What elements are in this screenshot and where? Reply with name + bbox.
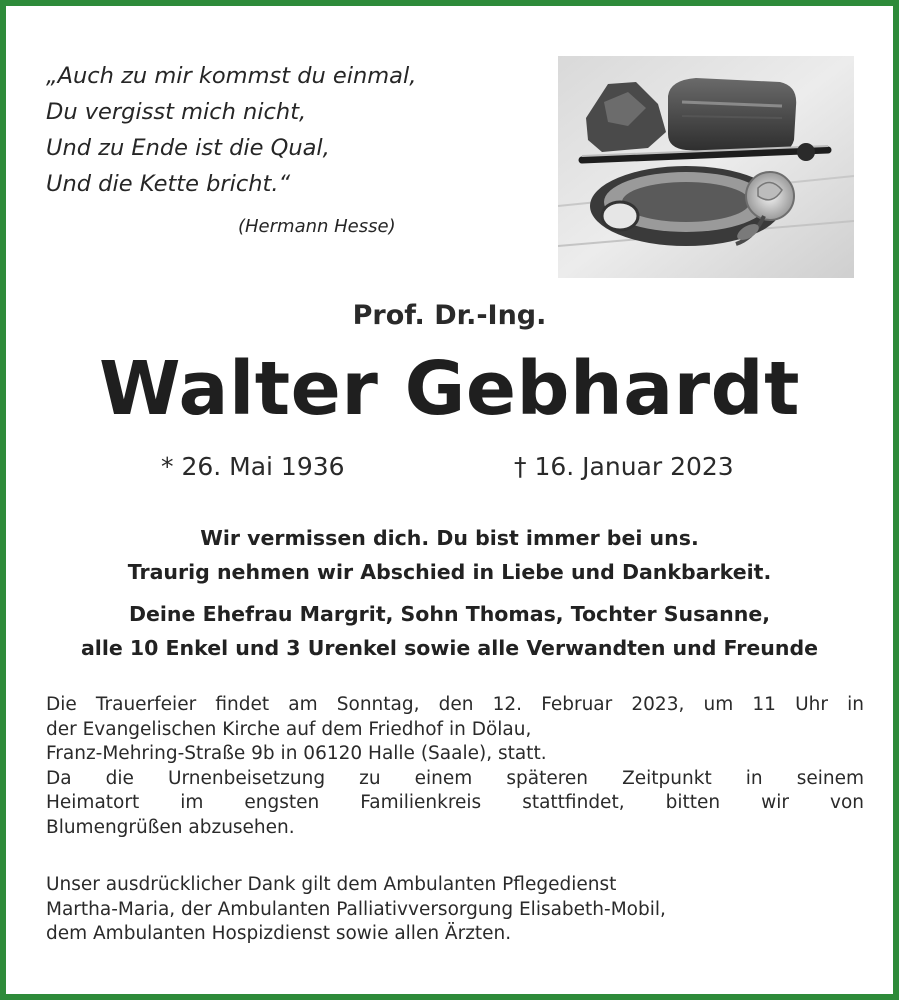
birth-date: * 26. Mai 1936 <box>161 452 345 481</box>
ceremony-line: Da die Urnenbeisetzung zu einem späteren Zeitpunkt in seinem <box>46 767 864 789</box>
family-line: alle 10 Enkel und 3 Urenkel sowie alle Verwandten und Freunde <box>80 636 819 660</box>
ceremony-line: der Evangelischen Kirche auf dem Friedhof in Dölau, <box>46 718 532 740</box>
death-date: † 16. Januar 2023 <box>514 452 734 481</box>
thanks-line: Unser ausdrücklicher Dank gilt dem Ambulanten Pflegedienst <box>46 874 617 895</box>
thanks-line: Martha-Maria, der Ambulanten Palliativversorgung Elisabeth-Mobil, <box>46 898 666 920</box>
family-signature <box>6 597 893 665</box>
quote-line: „Auch zu mir kommst du einmal, <box>46 63 417 89</box>
quote-line: Und die Kette bricht.“ <box>46 171 291 197</box>
family-line: Deine Ehefrau Margrit, Sohn Thomas, Tochter Susanne, <box>128 602 771 626</box>
academic-title: Prof. Dr.-Ing. <box>352 300 547 331</box>
memorial-photo <box>558 56 854 278</box>
hesse-quote <box>46 58 526 202</box>
farewell-message <box>6 521 893 589</box>
message-line: Wir vermissen dich. Du bist immer bei uns. <box>200 526 699 550</box>
quote-line: Und zu Ende ist die Qual, <box>46 135 330 161</box>
thanks-notice <box>46 873 864 947</box>
thanks-line: dem Ambulanten Hospizdienst sowie allen Ärzten. <box>46 923 512 944</box>
deceased-name: Walter Gebhardt <box>99 346 800 432</box>
ceremony-line: Die Trauerfeier findet am Sonntag, den 12. Februar 2023, um 11 Uhr in <box>46 694 864 715</box>
still-life-image <box>558 56 854 278</box>
ceremony-line: Blumengrüßen abzusehen. <box>46 816 295 838</box>
quote-line: Du vergisst mich nicht, <box>46 99 307 125</box>
ceremony-notice <box>46 693 864 840</box>
ceremony-line: Franz-Mehring-Straße 9b in 06120 Halle (Saale), statt. <box>46 743 547 764</box>
quote-author: (Hermann Hesse) <box>238 216 396 237</box>
message-line: Traurig nehmen wir Abschied in Liebe und Dankbarkeit. <box>127 560 772 584</box>
ceremony-line: Heimatort im engsten Familienkreis stattfindet, bitten wir von <box>46 792 864 813</box>
